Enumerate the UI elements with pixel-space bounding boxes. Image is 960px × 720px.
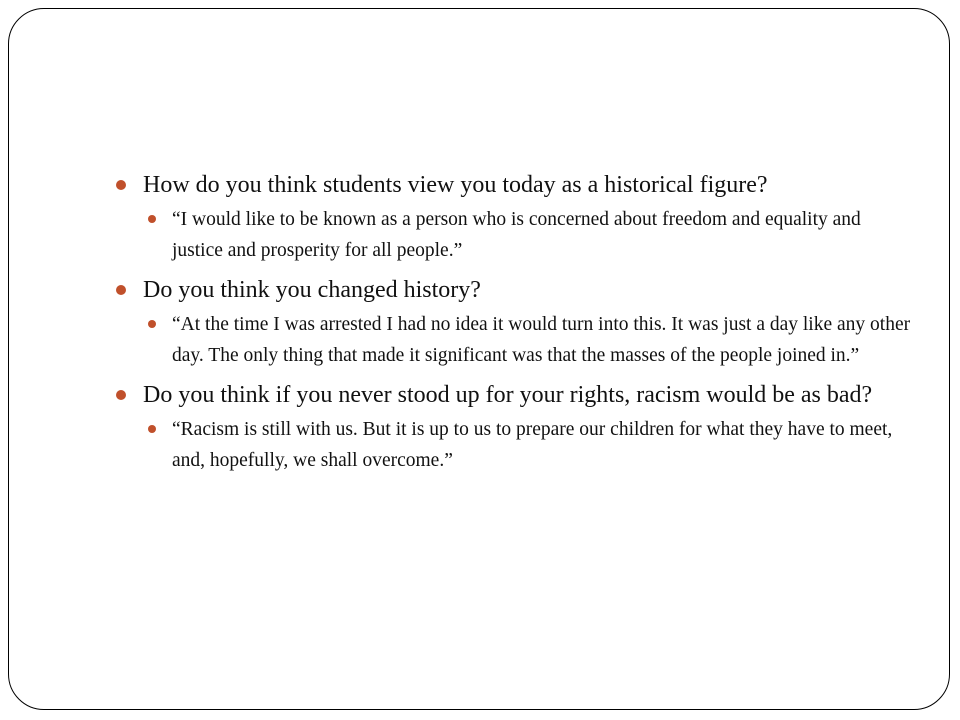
question-text: How do you think students view you today as a historical figure?	[143, 172, 768, 198]
bullet-dot-icon	[148, 320, 156, 328]
question-text: Do you think if you never stood up for your rights, racism would be as bad?	[143, 382, 873, 408]
answer-text: “At the time I was arrested I had no idea it would turn into this. It was just a day like any other day. The only thing that made it significant was that the masses of the people joined in.”	[172, 314, 911, 366]
question-text: Do you think you changed history?	[143, 277, 481, 303]
bullet-answer-3	[111, 414, 911, 476]
bullet-dot-icon	[148, 425, 156, 433]
answer-text: “Racism is still with us. But it is up to us to prepare our children for what they have to meet, and, hopefully, we shall overcome.”	[172, 419, 893, 471]
bullet-question-2	[111, 274, 911, 307]
slide-frame	[8, 8, 950, 710]
answer-text: “I would like to be known as a person who is concerned about freedom and equality and justice and prosperity for all people.”	[172, 209, 861, 261]
bullet-answer-1	[111, 204, 911, 266]
bullet-dot-icon	[116, 390, 126, 400]
bullet-question-1	[111, 169, 911, 202]
bullet-dot-icon	[148, 215, 156, 223]
bullet-question-3	[111, 379, 911, 412]
bullet-answer-2	[111, 309, 911, 371]
bullet-list	[111, 169, 911, 484]
bullet-dot-icon	[116, 285, 126, 295]
bullet-dot-icon	[116, 180, 126, 190]
